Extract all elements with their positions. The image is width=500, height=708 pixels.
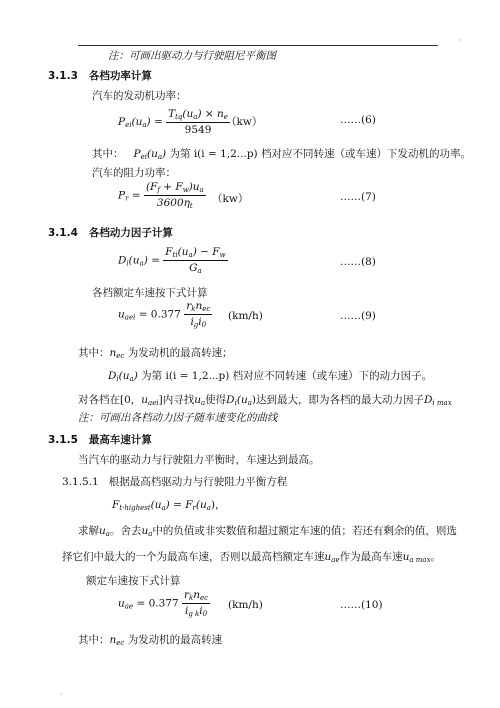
section-title: 最高车速计算 — [88, 434, 152, 446]
eq10-tag: ……(10) — [340, 599, 383, 611]
dynamic-factor-def: $D_i(u_a)$ 为第 i(i = 1,2...p) 档对应不同转速（或车速）下的动力因子。 — [108, 370, 433, 383]
section-heading-3-1-4 — [48, 225, 173, 240]
section-title: 各档功率计算 — [88, 70, 152, 82]
engine-power-intro: 汽车的发动机功率： — [92, 90, 187, 102]
equation-6 — [118, 108, 230, 136]
resist-power-intro: 汽车的阻力功率： — [92, 167, 176, 179]
section-number: 3.1.3 — [48, 70, 78, 82]
max-factor-line: 对各档在[0，$u_{aei}$]内寻找$u_a$使得$D_i(u_a)$达到最大，即为各档的最大动力因子$D_{i max}$ — [78, 394, 452, 407]
eq10-unit: (km/h) — [228, 599, 263, 611]
eq9-unit: (km/h) — [228, 310, 263, 322]
corner-mark-top-right: · — [458, 36, 461, 45]
equation-10: $u_{ae} = 0.377$ $\frac{r_kn_{ec}}{i_{g k}i_0}$ — [118, 589, 209, 618]
solve-paragraph-line-1: 求解$u_a$。舍去$u_a$中的负值或非实数值和超过额定车速的值；若还有剩余的值，则选 — [78, 525, 457, 538]
eq10-fraction: $\frac{r_kn_{ec}}{i_{g k}i_0}$ — [183, 589, 209, 618]
rated-speed-intro-2: 额定车速按下式计算 — [86, 575, 181, 587]
eq8-fraction: $\frac{F_{ti}(u_a) - F_w}{G_a}$ — [165, 246, 226, 275]
equation-7: $P_r$ = $\frac{(F_f + F_w)u_a}{3600\eta_t}$ — [118, 181, 204, 210]
where-power-line: 其中： $P_{ei}(u_a)$ 为第 i(i = 1,2...p) 档对应不同转速（或车速）下发动机的功率。 — [92, 148, 471, 161]
section-heading-3-1-3 — [48, 68, 152, 83]
section-title: 各档动力因子计算 — [88, 227, 173, 239]
equation-9: $u_{aei} = 0.377$ $\frac{r_kn_{ec}}{i_gi_0}$ — [118, 300, 211, 329]
equation-8: $D_i(u_a)$ = $\frac{F_{ti}(u_a) - F_w}{G_a}$ — [118, 246, 226, 275]
corner-mark-bottom-left: · — [60, 690, 63, 699]
eq6-lhs: $P_{ei}(u_a)$ = — [118, 116, 163, 129]
eq9-tag: ……(9) — [340, 310, 376, 322]
balance-equation: $F_{t\cdot highest}(u_a) = F_r(u_a)$， — [112, 499, 226, 512]
eq9-fraction: $\frac{r_kn_{ec}}{i_gi_0}$ — [186, 300, 211, 329]
section-number: 3.1.4 — [48, 227, 78, 239]
eq8-tag: ……(8) — [340, 256, 376, 268]
eq7-unit: （kw） — [212, 193, 249, 205]
eq7-tag: ……(7) — [340, 191, 376, 203]
eq6-denominator: 9549 — [184, 124, 212, 136]
header-rule — [78, 45, 438, 46]
subsection-3-1-5-1: 3.1.5.1 根据最高档驱动力与行驶阻力平衡方程 — [62, 476, 288, 488]
where-rpm-line: 其中：$n_{ec}$ 为发动机的最高转速； — [78, 347, 233, 360]
note-dynamic-factor-curve: 注：可画出各档动力因子随车速变化的曲线 — [78, 412, 278, 424]
eq7-fraction: $\frac{(F_f + F_w)u_a}{3600\eta_t}$ — [145, 181, 204, 210]
section-number: 3.1.5 — [48, 434, 78, 446]
solve-paragraph-line-2: 择它们中最大的一个为最高车速，否则以最高档额定车速$u_{ae}$作为最高车速$u_{a max}$。 — [62, 551, 442, 564]
header-note: 注：可画出驱动力与行驶阻尼平衡图 — [108, 50, 276, 62]
max-speed-intro: 当汽车的驱动力与行驶阻力平衡时，车速达到最高。 — [78, 454, 320, 466]
where-rpm-line-2: 其中：$n_{ec}$ 为发动机的最高转速 — [78, 634, 223, 647]
eq6-fraction — [166, 108, 230, 136]
rated-speed-intro: 各档额定车速按下式计算 — [92, 287, 208, 299]
section-heading-3-1-5 — [48, 432, 152, 447]
eq6-unit: （kw） — [226, 116, 263, 128]
eq6-numerator: $T_{tq}(u_a) \times n_e$ — [168, 108, 228, 121]
eq6-tag: ……(6) — [340, 114, 376, 126]
